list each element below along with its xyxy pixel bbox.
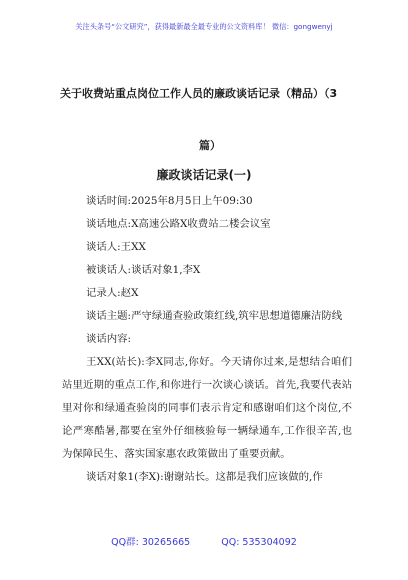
document-title bbox=[60, 68, 360, 172]
section-title: 廉政谈话记录(一) bbox=[156, 168, 252, 182]
paragraph-2: 谈话对象1(李X):谢谢站长。这都是我们应该做的,作 bbox=[86, 471, 323, 483]
paragraph-1: 王XX(站长):李X同志,你好。今天请你过来,是想结合咱们站里近期的重点工作,和你进行一次谈心谈话。首先,我要代表站里对你和绿通查验岗的同事们表示肯定和感谢咱们这个岗位,不论严寒酷暑,都要在室外仔细核验每一辆绿通车,工作很辛苦,也为保障民生、落实国家惠农政策做出了重要贡献。 bbox=[62, 356, 352, 460]
document-body bbox=[62, 190, 352, 489]
footer-qq-group: QQ群: 30265665 bbox=[111, 537, 191, 548]
document-title-line-1: 关于收费站重点岗位工作人员的廉政谈话记录（精品）（3 bbox=[60, 87, 338, 100]
field-recorder: 记录人:赵X bbox=[86, 287, 139, 299]
top-banner: 关注头条号“公文研究”，获得最新最全最专业的公文资料库！ 微信：gongwenyj bbox=[75, 22, 333, 31]
field-content-label: 谈话内容: bbox=[86, 333, 132, 345]
footer-contact bbox=[0, 534, 408, 548]
field-talkee: 被谈话人:谈话对象1,李X bbox=[86, 264, 201, 276]
field-talker: 谈话人:王XX bbox=[86, 241, 146, 253]
field-place: 谈话地点:X高速公路X收费站二楼会议室 bbox=[86, 218, 271, 230]
document-title-line-2: 篇） bbox=[199, 139, 221, 152]
footer-qq: QQ: 535304092 bbox=[221, 537, 297, 548]
field-time: 谈话时间:2025年8月5日上午09:30 bbox=[86, 195, 253, 207]
field-topic: 谈话主题:严守绿通查验政策红线,筑牢思想道德廉洁防线 bbox=[86, 310, 343, 322]
